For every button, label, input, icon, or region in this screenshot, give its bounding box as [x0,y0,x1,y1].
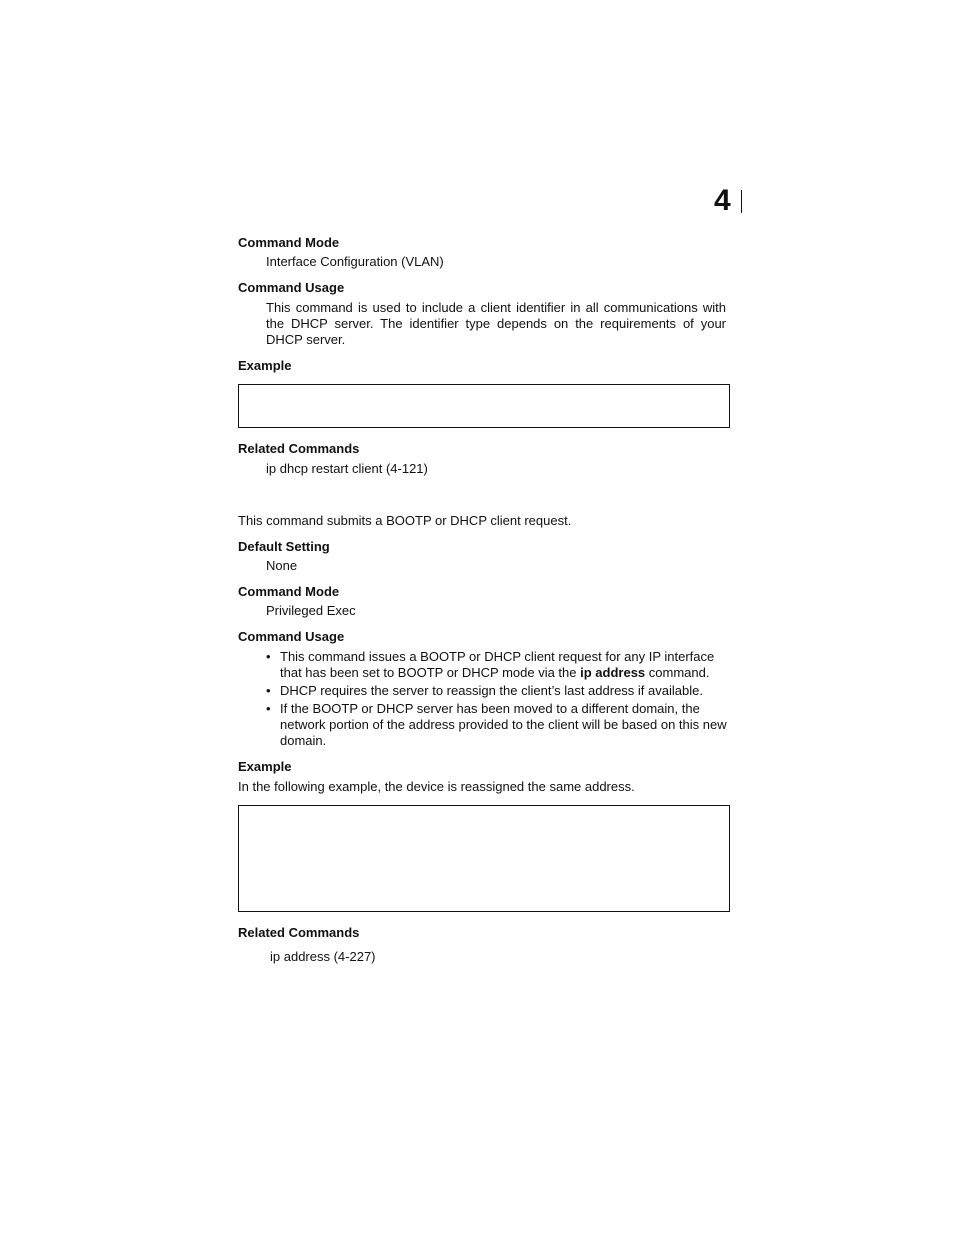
related-commands-heading: Related Commands [238,441,360,456]
example-intro: In the following example, the device is reassigned the same address. [238,779,635,794]
command-usage-heading: Command Usage [238,280,345,295]
default-setting-heading: Default Setting [238,539,330,554]
usage-bullet-text: This command issues a BOOTP or DHCP client request for any IP interface that has been set to BOOTP or DHCP mode via the ip address command. [280,649,715,680]
command-mode-value: Interface Configuration (VLAN) [266,254,444,269]
usage-bullet [266,683,728,701]
command-usage-text: This command is used to include a client identifier in all communications with the DHCP server. The identifier type depends on the requirements of your DHCP server. [266,300,726,347]
default-setting-value: None [266,558,298,573]
bullet-marker: • [266,649,271,664]
chapter-marker-bar [741,190,742,213]
command-description: This command submits a BOOTP or DHCP client request. [238,513,572,528]
bullet-marker: • [266,701,271,716]
command-usage-heading: Command Usage [238,629,345,644]
command-mode-value: Privileged Exec [266,603,356,618]
related-command-link[interactable]: ip dhcp restart client (4-121) [266,461,428,476]
command-mode-heading: Command Mode [238,235,340,250]
usage-bullet-text: DHCP requires the server to reassign the client’s last address if available. [280,683,703,698]
related-commands-heading: Related Commands [238,925,360,940]
example-code-box [238,384,730,428]
related-command-link[interactable]: ip address (4-227) [270,949,376,964]
command-reference: ip address [580,665,646,680]
usage-bullet [266,649,728,683]
example-heading: Example [238,759,292,774]
usage-bullet [266,701,728,751]
usage-bullet-text: If the BOOTP or DHCP server has been moved to a different domain, the network portion of the address provided to the client will be based on this new domain. [280,701,727,748]
command-mode-heading: Command Mode [238,584,340,599]
example-heading: Example [238,358,292,373]
bullet-marker: • [266,683,271,698]
example-code-box [238,805,730,912]
chapter-number: 4 [714,184,731,217]
